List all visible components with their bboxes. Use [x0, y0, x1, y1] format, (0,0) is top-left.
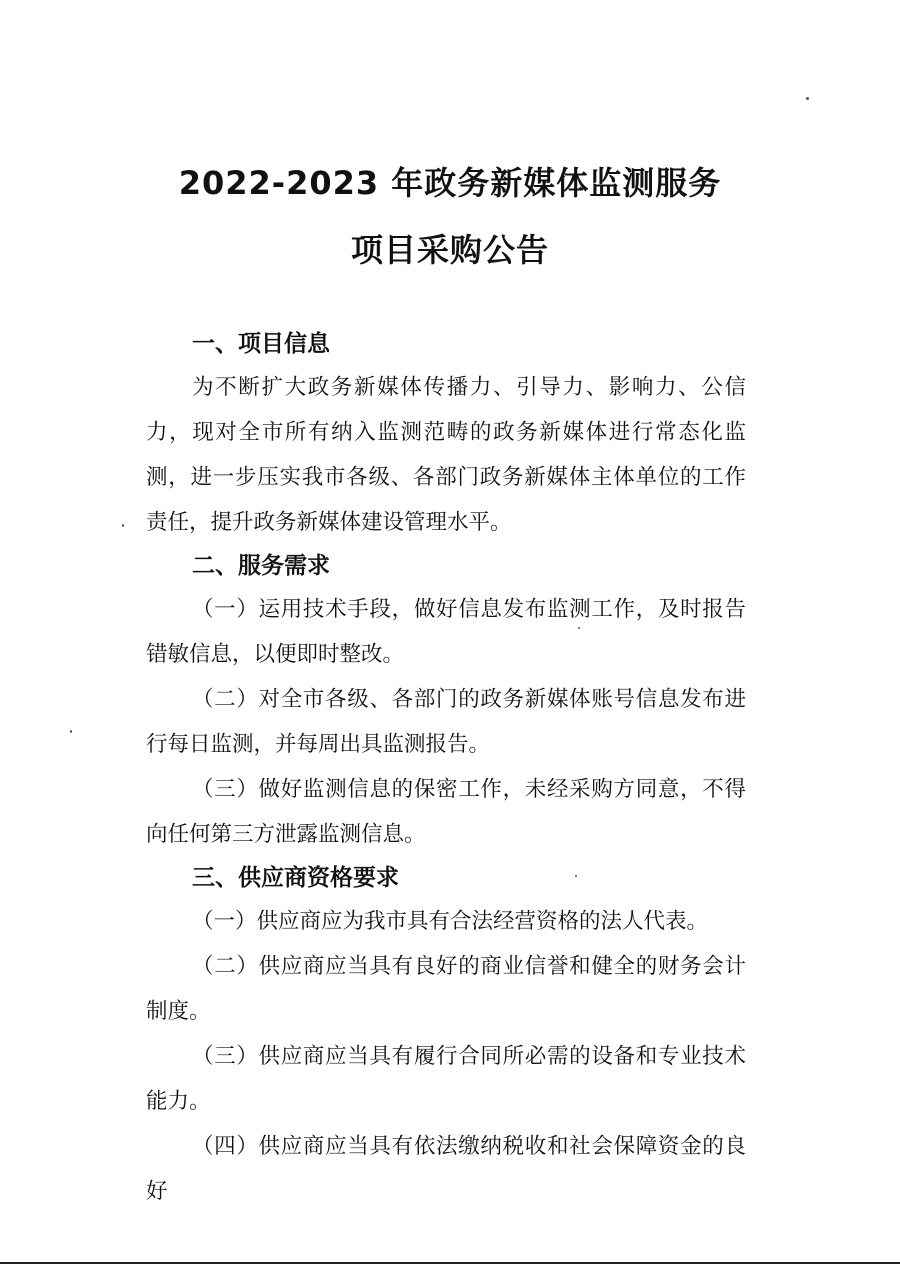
paragraph: （二）对全市各级、各部门的政务新媒体账号信息发布进行每日监测，并每周出具监测报告。	[146, 687, 746, 757]
paragraph: （一）供应商应为我市具有合法经营资格的法人代表。	[192, 909, 709, 934]
scan-speck	[575, 875, 577, 877]
section-heading: 二、服务需求	[192, 553, 330, 579]
section-heading: 一、项目信息	[192, 331, 330, 357]
paragraph: 为不断扩大政务新媒体传播力、引导力、影响力、公信力，现对全市所有纳入监测范畴的政务新媒体进行常态化监测，进一步压实我市各级、各部门政务新媒体主体单位的工作责任，提升政务新媒体建设管理水平。	[146, 375, 746, 535]
paragraph: （三）做好监测信息的保密工作，未经采购方同意，不得向任何第三方泄露监测信息。	[146, 777, 746, 847]
scan-speck	[122, 524, 124, 527]
section-project-info	[146, 323, 746, 545]
paragraph: （一）运用技术手段，做好信息发布监测工作，及时报告错敏信息，以便即时整改。	[146, 597, 746, 667]
section-service-requirements	[146, 545, 746, 857]
paragraph: （二）供应商应当具有良好的商业信誉和健全的财务会计制度。	[146, 954, 746, 1024]
scan-speck	[70, 730, 72, 733]
scan-speck	[578, 627, 580, 629]
section-supplier-qualifications	[146, 857, 746, 1214]
document-title-line2: 项目采购公告	[350, 231, 549, 269]
section-heading: 三、供应商资格要求	[192, 865, 399, 891]
scan-edge-line	[0, 1262, 900, 1264]
scan-speck	[806, 97, 809, 100]
paragraph: （三）供应商应当具有履行合同所必需的设备和专业技术能力。	[146, 1044, 746, 1114]
document-title-line1: 2022-2023 年政务新媒体监测服务	[178, 164, 722, 202]
document-body	[146, 323, 746, 1214]
paragraph: （四）供应商应当具有依法缴纳税收和社会保障资金的良好	[146, 1134, 746, 1204]
